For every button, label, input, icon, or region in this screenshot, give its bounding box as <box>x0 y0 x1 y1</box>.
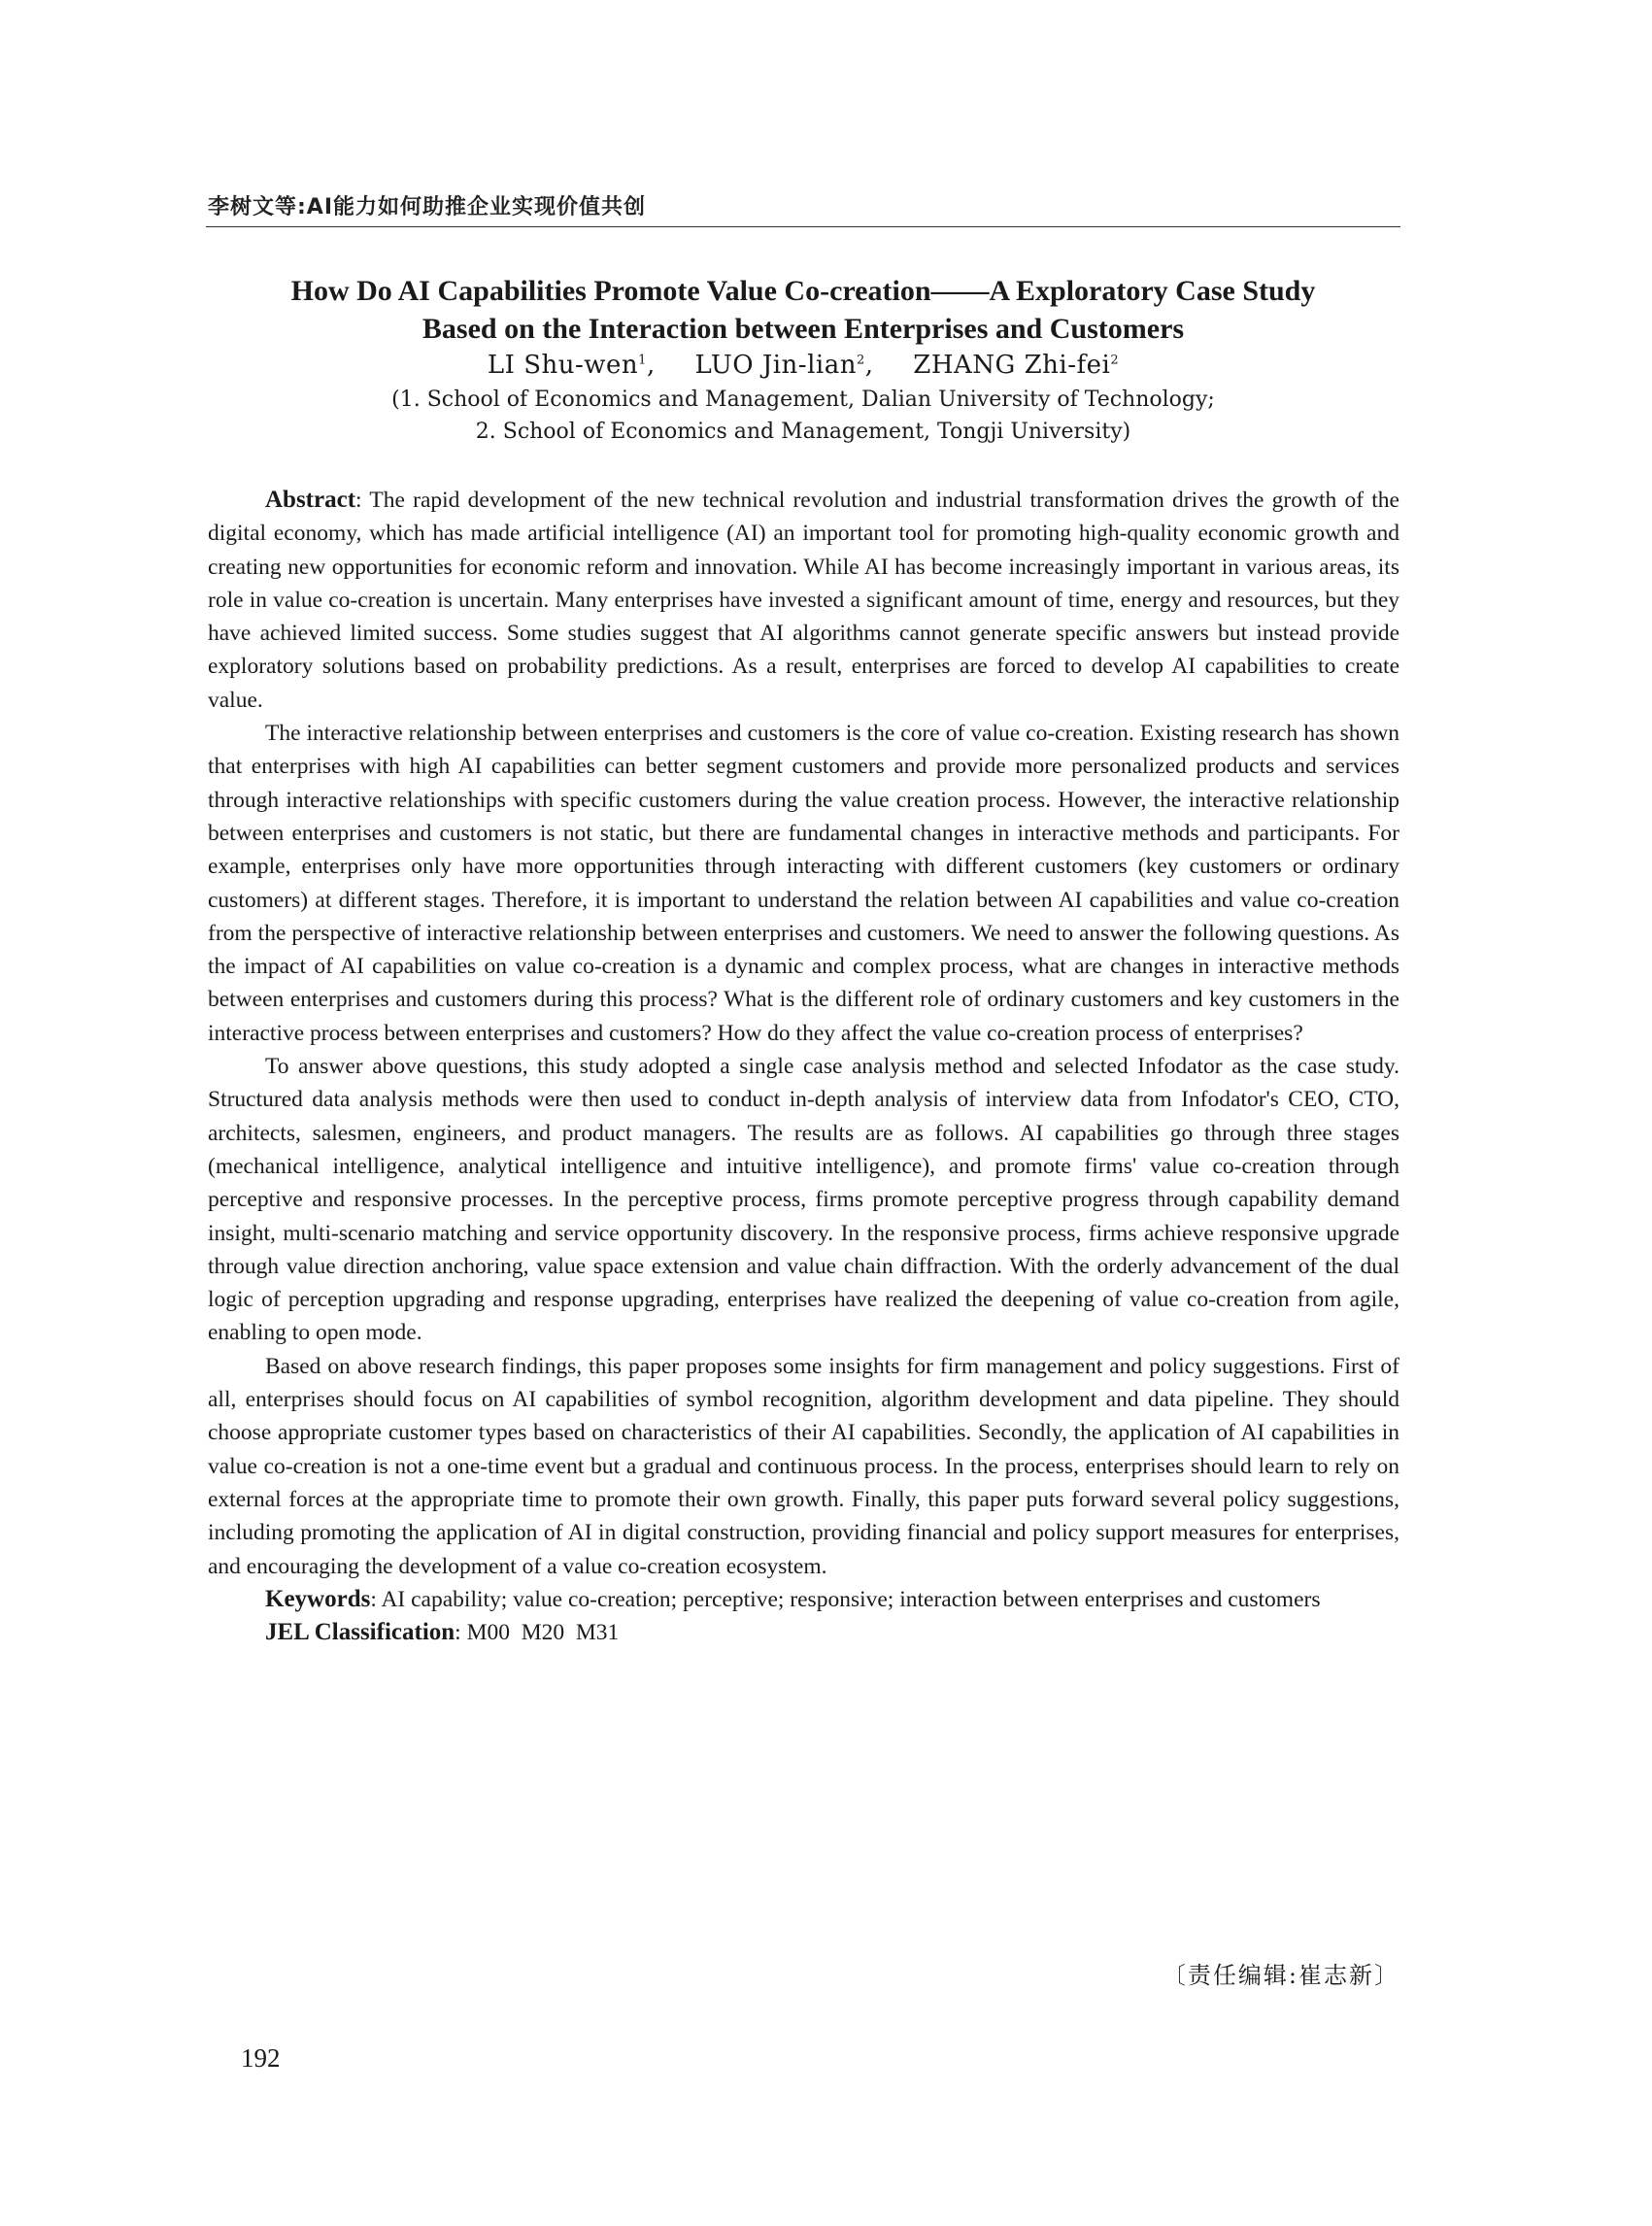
page-number: 192 <box>241 2043 281 2073</box>
abstract-paragraph: Based on above research findings, this paper proposes some insights for firm management and policy suggestions. First of all, enterprises should focus on AI capabilities of symbol recognition, algorithm development and data pipeline. They should choose appropriate customer types based on characteristics of their AI capabilities. Secondly, the application of AI capabilities in value co-creation is not a one-time event but a gradual and continuous process. In the process, enterprises should learn to rely on external forces at the appropriate time to promote their own growth. Finally, this paper puts forward several policy suggestions, including promoting the application of AI in digital construction, providing financial and policy support measures for enterprises, and encouraging the development of a value co-creation ecosystem. <box>208 1353 1399 1579</box>
running-header: 李树文等:AI能力如何助推企业实现价值共创 <box>208 195 647 219</box>
author-affiliation-mark: 2 <box>856 353 865 368</box>
editor-note: 〔责任编辑:崔志新〕 <box>1162 1962 1399 1989</box>
author-separator: , <box>646 351 656 380</box>
author-name: ZHANG Zhi-fei <box>913 351 1111 380</box>
jel-paragraph <box>208 1616 1399 1649</box>
abstract-paragraph-text: The rapid development of the new technical revolution and industrial transformation drives the growth of the digital economy, which has made artificial intelligence (AI) an important tool for promoting high-quality economic growth and creating new opportunities for economic reform and innovation. While AI has become increasingly important in various areas, its role in value co-creation is uncertain. Many enterprises have invested a significant amount of time, energy and resources, but they have achieved limited success. Some studies suggest that AI algorithms cannot generate specific answers but instead provide exploratory solutions based on probability predictions. As a result, enterprises are forced to develop AI capabilities to create value. <box>208 488 1399 713</box>
paper-title-line-2: Based on the Interaction between Enterprises and Customers <box>421 313 1185 345</box>
keywords-text: AI capability; value co-creation; perceptive; responsive; interaction between enterprises and customers <box>381 1586 1321 1612</box>
author-name: LI Shu-wen <box>487 351 639 380</box>
abstract-label: Abstract <box>265 487 356 513</box>
jel-label: JEL Classification <box>265 1619 455 1646</box>
paper-title-line-1: How Do AI Capabilities Promote Value Co-creation——A Exploratory Case Study <box>290 275 1316 307</box>
affiliation-line-1: (1. School of Economics and Management, Dalian University of Technology; <box>391 388 1215 412</box>
abstract-paragraph: The interactive relationship between enterprises and customers is the core of value co-creation. Existing research has shown that enterprises with high AI capabilities can better segment customers and provide more personalized products and services through interactive relationships with specific customers during the value creation process. However, the interactive relationship between enterprises and customers is not static, but there are fundamental changes in interactive methods and participants. For example, enterprises only have more opportunities through interacting with different customers (key customers or ordinary customers) at different stages. Therefore, it is important to understand the relation between AI capabilities and value co-creation from the perspective of interactive relationship between enterprises and customers. We need to answer the following questions. As the impact of AI capabilities on value co-creation is a dynamic and complex process, what are changes in interactive methods between enterprises and customers during this process? What is the different role of ordinary customers and key customers in the interactive process between enterprises and customers? How do they affect the value co-creation process of enterprises? <box>208 721 1399 1046</box>
abstract-label-colon: : <box>355 488 362 513</box>
abstract-section <box>208 484 1399 1649</box>
title-block <box>206 272 1400 448</box>
jel-codes: M00 M20 M31 <box>466 1620 620 1646</box>
keywords-paragraph <box>208 1583 1399 1616</box>
jel-label-colon: : <box>455 1620 461 1646</box>
author-affiliation-mark: 1 <box>638 353 647 368</box>
affiliation-line-2: 2. School of Economics and Management, Tongji University) <box>475 420 1131 444</box>
author-list <box>206 348 1400 384</box>
author-separator: , <box>864 351 874 380</box>
author-name: LUO Jin-lian <box>694 351 857 380</box>
header-divider <box>206 226 1400 227</box>
author-affiliation-mark: 2 <box>1110 353 1120 368</box>
abstract-paragraph: To answer above questions, this study adopted a single case analysis method and selected Infodator as the case study. Structured data analysis methods were then used to conduct in-depth analysis of interview data from Infodator's CEO, CTO, architects, salesmen, engineers, and product managers. The results are as follows. AI capabilities go through three stages (mechanical intelligence, analytical intelligence and intuitive intelligence), and promote firms' value co-creation through perceptive and responsive processes. In the perceptive process, firms promote perceptive progress through capability demand insight, multi-scenario matching and service opportunity discovery. In the responsive process, firms achieve responsive upgrade through value direction anchoring, value space extension and value chain diffraction. With the orderly advancement of the dual logic of perception upgrading and response upgrading, enterprises have realized the deepening of value co-creation from agile, enabling to open mode. <box>208 1054 1399 1346</box>
abstract-paragraph <box>208 484 1399 717</box>
keywords-label: Keywords <box>265 1585 371 1612</box>
keywords-label-colon: : <box>370 1586 377 1612</box>
